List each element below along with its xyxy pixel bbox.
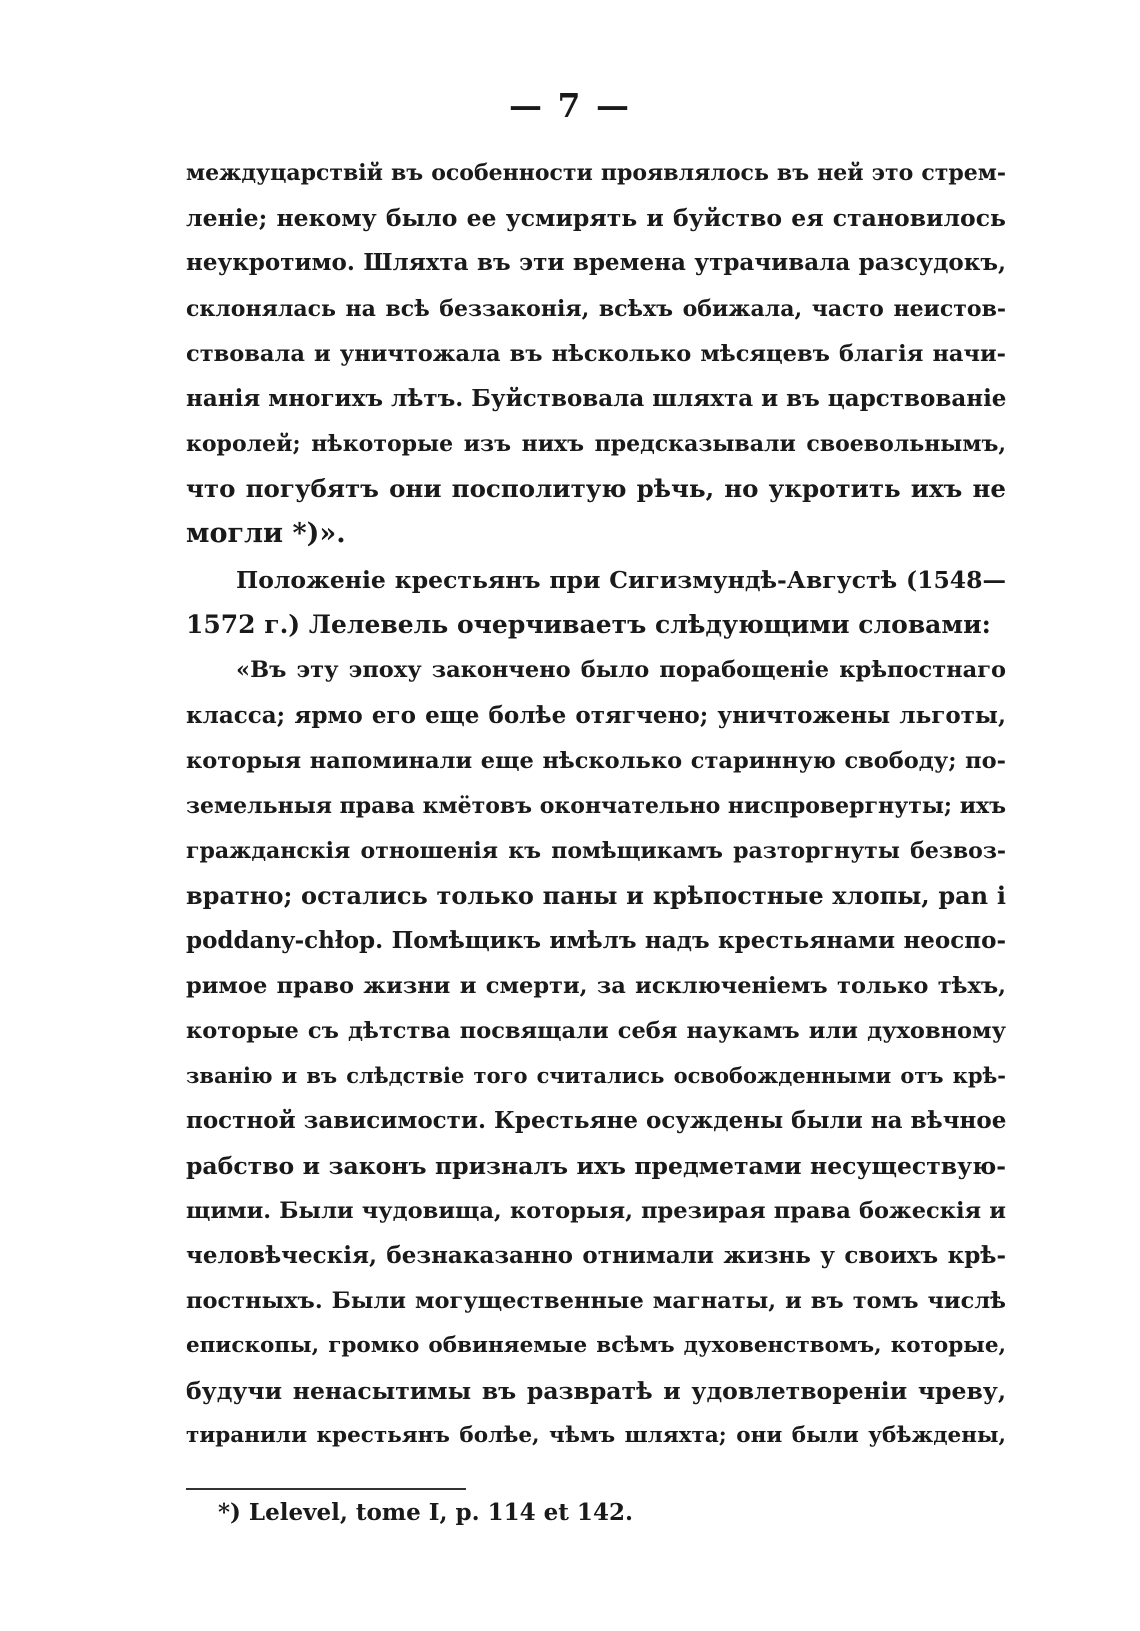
text-line: королей; нѣкоторые изъ нихъ предсказывали своевольнымъ, xyxy=(186,431,1006,457)
text-line: постной зависимости. Крестьяне осуждены были на вѣчное xyxy=(186,1107,1007,1134)
text-line: которые съ дѣтства посвящали себя наукамъ или духовному xyxy=(186,1018,1006,1044)
text-line: нанія многихъ лѣтъ. Буйствовала шляхта и въ царствованіе xyxy=(186,385,1007,412)
footnote: *) Lelevel, tome I, p. 114 et 142. xyxy=(218,1499,633,1526)
text-line: щими. Были чудовища, которыя, презирая права божескія и xyxy=(186,1198,1006,1224)
text-line: склонялась на всѣ беззаконія, всѣхъ обижала, часто неистов- xyxy=(186,296,1006,322)
text-line: тиранили крестьянъ болѣе, чѣмъ шляхта; они были убѣждены, xyxy=(186,1423,1006,1448)
text-line: междуцарствій въ особенности проявлялось въ ней это стрем- xyxy=(186,160,1006,186)
text-line: «Въ эту эпоху закончено было порабощеніе крѣпостнаго xyxy=(236,657,1006,683)
text-line: человѣческія, безнаказанно отнимали жизнь у своихъ крѣ- xyxy=(186,1242,1006,1269)
text-line: могли *)». xyxy=(186,518,346,549)
text-line: 1572 г.) Лелевель очерчиваетъ слѣдующими словами: xyxy=(186,610,991,639)
text-line: которыя напоминали еще нѣсколько старинную свободу; по- xyxy=(186,748,1006,774)
text-line: рабство и законъ призналъ ихъ предметами несуществую- xyxy=(186,1152,1006,1180)
text-line: класса; ярмо его еще болѣе отягчено; уничтожены льготы, xyxy=(186,702,1006,729)
text-line: римое право жизни и смерти, за исключеніемъ только тѣхъ, xyxy=(186,973,1006,999)
page-number: — 7 — xyxy=(509,86,631,125)
footnote-divider xyxy=(186,1488,466,1490)
text-line: Положеніе крестьянъ при Сигизмундѣ-Августѣ (1548— xyxy=(236,566,1006,594)
text-line: poddany-chłop. Помѣщикъ имѣлъ надъ крестьянами неоспо- xyxy=(186,927,1006,954)
text-line: епископы, громко обвиняемые всѣмъ духовенствомъ, которые, xyxy=(186,1333,1006,1358)
text-line: леніе; некому было ее усмирять и буйство ея становилось xyxy=(186,204,1006,232)
text-line: неукротимо. Шляхта въ эти времена утрачивала разсудокъ, xyxy=(186,249,1006,276)
text-line: ствовала и уничтожала въ нѣсколько мѣсяцевъ благія начи- xyxy=(186,341,1006,367)
text-line: земельныя права кмётовъ окончательно ниспровергнуты; ихъ xyxy=(186,793,1007,819)
text-line: званію и въ слѣдствіе того считались освобожденными отъ крѣ- xyxy=(186,1063,1006,1088)
text-line: гражданскія отношенія къ помѣщикамъ разторгнуты безвоз- xyxy=(186,838,1006,864)
text-line: будучи ненасытимы въ развратѣ и удовлетвореніи чреву, xyxy=(186,1377,1006,1405)
text-line: постныхъ. Были могущественные магнаты, и въ томъ числѣ xyxy=(186,1288,1006,1314)
text-line: вратно; остались только паны и крѣпостные хлопы, pan i xyxy=(186,881,1006,910)
text-line: что погубятъ они посполитую рѣчь, но укротить ихъ не xyxy=(186,474,1006,503)
